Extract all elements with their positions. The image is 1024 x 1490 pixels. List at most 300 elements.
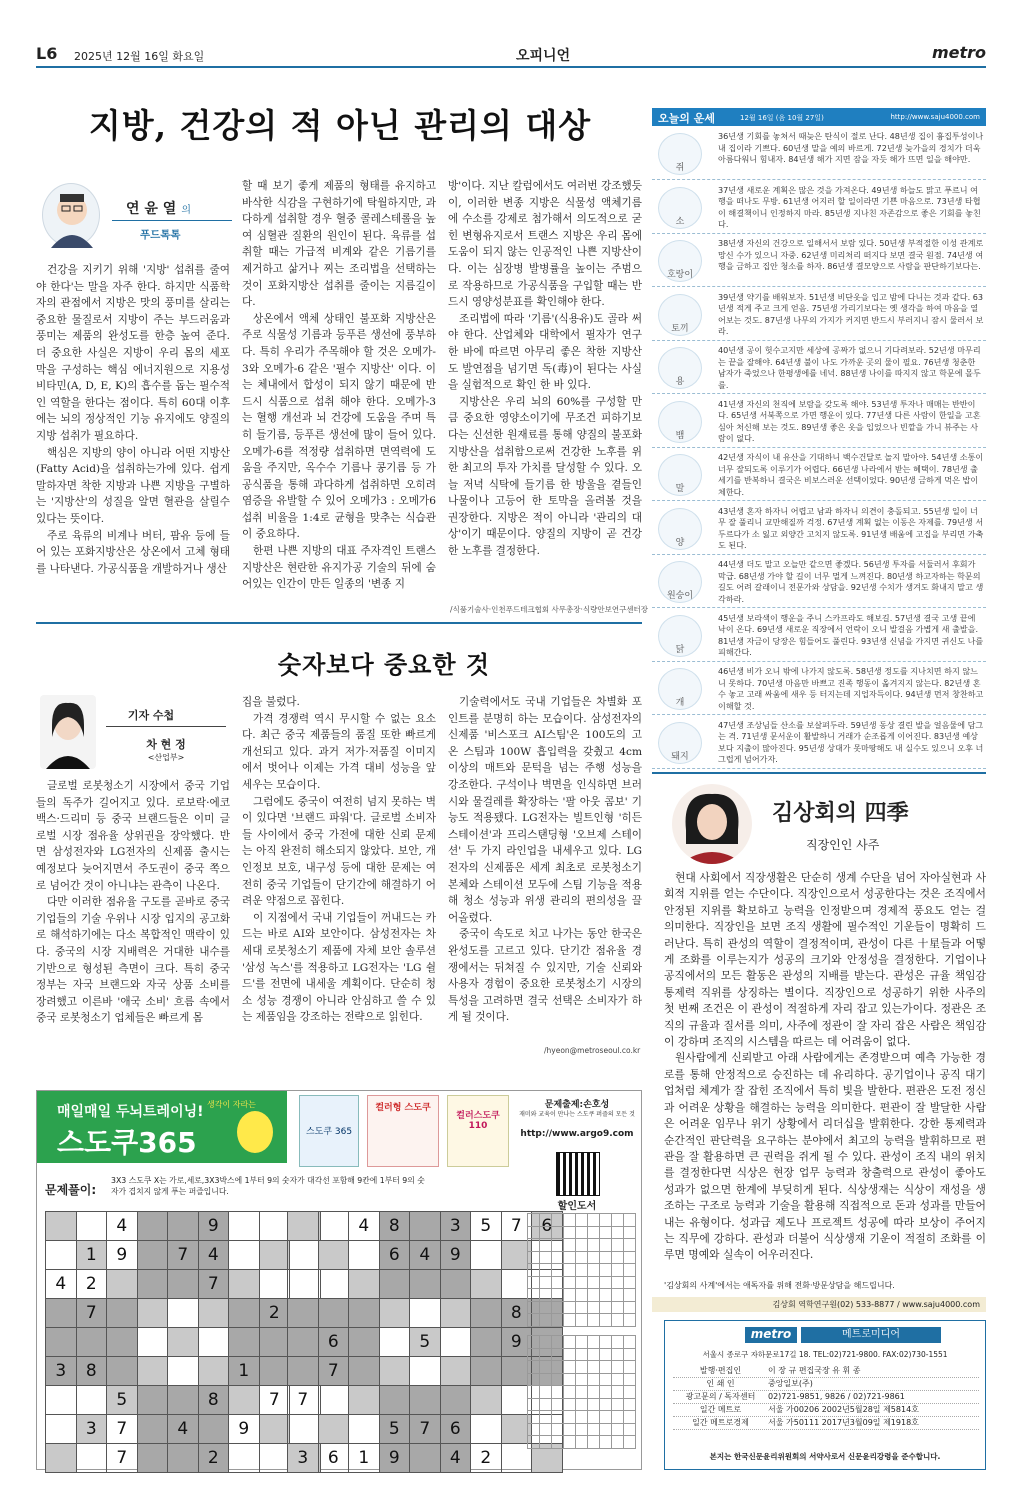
sudoku-cell[interactable] [137, 1328, 168, 1357]
sudoku-cell[interactable] [198, 1415, 229, 1444]
sudoku-cell[interactable] [440, 1328, 471, 1357]
saju-subtitle: 직장인인 사주 [806, 838, 880, 852]
sudoku-cell[interactable] [168, 1444, 199, 1473]
answer-cell [528, 1398, 540, 1411]
sudoku-cell[interactable] [349, 1415, 380, 1444]
sudoku-cell[interactable]: 7 [318, 1357, 349, 1386]
sudoku-cell[interactable] [440, 1270, 471, 1299]
sudoku-cell[interactable] [379, 1299, 410, 1328]
answer-cell [540, 1264, 552, 1277]
answer-cell [588, 1423, 600, 1436]
answer-cell [576, 1348, 588, 1361]
book-cover-3[interactable] [447, 1095, 509, 1167]
answer-cell [564, 1386, 576, 1399]
sudoku-cell[interactable] [107, 1270, 138, 1299]
sudoku-cell[interactable] [471, 1415, 502, 1444]
answer-cell [576, 1386, 588, 1399]
saju-title: 김상회의 四季 [772, 800, 909, 826]
masthead-row [673, 1391, 979, 1404]
zodiac-animal-icon: 뱀 [658, 401, 702, 443]
sudoku-cell[interactable] [410, 1270, 441, 1299]
sudoku-cell[interactable]: 3 [440, 1212, 471, 1241]
sudoku-cell[interactable]: 7 [76, 1299, 107, 1328]
sudoku-cell[interactable] [349, 1270, 380, 1299]
paragraph: 집을 불렸다. [242, 696, 300, 708]
sudoku-cell[interactable]: 2 [198, 1444, 229, 1473]
sudoku-cell[interactable]: 3 [46, 1357, 77, 1386]
answer-cell [552, 1214, 564, 1227]
answer-cell [552, 1398, 564, 1411]
sudoku-cell[interactable]: 6 [532, 1212, 563, 1241]
sudoku-cell[interactable] [318, 1212, 349, 1241]
sudoku-cell[interactable]: 4 [46, 1270, 77, 1299]
sudoku-cell[interactable] [318, 1415, 349, 1444]
answer-cell [624, 1239, 636, 1252]
sudoku-cell[interactable]: 7 [501, 1212, 532, 1241]
answer-cell [576, 1264, 588, 1277]
answer-cell [528, 1276, 540, 1289]
sudoku-cell[interactable]: 9 [501, 1328, 532, 1357]
saju-contact: 김상회 역학연구원(02) 533-8877 / www.saju4000.com [652, 1297, 986, 1312]
sudoku-cell[interactable] [137, 1270, 168, 1299]
sudoku-cell[interactable]: 9 [107, 1241, 138, 1270]
article1-credit: /식품기술사·인천푸드테크협회 사무총장·식량안보연구센터장 [450, 605, 649, 614]
answer-cell [612, 1239, 624, 1252]
row-value: 서울 가00206 2002년5월28일 제5814호 [768, 1405, 919, 1414]
answer-cell [564, 1264, 576, 1277]
answer-cell [564, 1276, 576, 1289]
answer-cell [552, 1423, 564, 1436]
sudoku-cell[interactable]: 8 [198, 1386, 229, 1415]
sudoku-cell[interactable] [259, 1357, 290, 1386]
sudoku-cell[interactable] [168, 1270, 199, 1299]
answer-cell [540, 1276, 552, 1289]
sudoku-cell[interactable] [46, 1299, 77, 1328]
paragraph: 가격 경쟁력 역시 무시할 수 없는 요소다. 최근 중국 제품들의 품질 또한 빠르게 개선되고 있다. 과거 저가·저품질 이미지에서 벗어나 이제는 가격 대비 성능을 앞세우는 모습이다. [242, 712, 436, 791]
answer-cell [576, 1251, 588, 1264]
answer-cell [540, 1436, 552, 1449]
answer-cell [624, 1348, 636, 1361]
answer-cell [528, 1336, 540, 1349]
article1-headline: 지방, 건강의 적 아닌 관리의 대상 [88, 106, 592, 145]
metro-logo: metro [745, 1327, 797, 1343]
answer-cell [612, 1301, 624, 1314]
answer-cell [552, 1361, 564, 1374]
answer-cell [540, 1336, 552, 1349]
fortune-text: 44년생 더도 말고 오늘만 같으면 좋겠다. 56년생 투자를 서둘러서 후회가 막급. 68년생 가야 할 길이 너무 멀게 느껴진다. 80년생 하고자하는 학문의 길도 어려 갈래이니 전문가와 상담을. 92년생 수치가 생겨도 화내지 말고 생각하라. [718, 559, 984, 604]
sudoku-cell[interactable] [46, 1386, 77, 1415]
sudoku-cell[interactable] [229, 1299, 260, 1328]
sudoku-cell[interactable]: 2 [259, 1299, 290, 1328]
answer-cell [564, 1336, 576, 1349]
book-title: 스도쿠 365 [305, 1127, 353, 1137]
sudoku-cell[interactable] [168, 1299, 199, 1328]
sudoku-cell[interactable] [349, 1328, 380, 1357]
sudoku-banner [37, 1091, 287, 1163]
sudoku-cell[interactable] [471, 1270, 502, 1299]
sudoku-cell[interactable]: 6 [440, 1415, 471, 1444]
answer-cell [528, 1264, 540, 1277]
row-label: 광고문의 / 독자센터 [685, 1392, 756, 1401]
sudoku-cell[interactable]: 5 [107, 1386, 138, 1415]
sudoku-cell[interactable] [137, 1212, 168, 1241]
sudoku-cell[interactable]: 7 [198, 1270, 229, 1299]
sudoku-cell[interactable] [288, 1299, 319, 1328]
sudoku-cell[interactable] [229, 1212, 260, 1241]
masthead-row [673, 1365, 979, 1378]
sudoku-cell[interactable] [198, 1357, 229, 1386]
answer-cell [540, 1423, 552, 1436]
answer-cell [564, 1251, 576, 1264]
sudoku-cell[interactable] [76, 1444, 107, 1473]
sudoku-cell[interactable] [379, 1386, 410, 1415]
row-value: 이 장 규 편집국장 유 휘 종 [768, 1366, 861, 1375]
columnist-photo [672, 784, 752, 864]
answer-cell [540, 1386, 552, 1399]
row-label: 발행·편집인 [699, 1366, 742, 1375]
answer-cell [564, 1239, 576, 1252]
answer-cell [624, 1314, 636, 1327]
sudoku-cell[interactable] [318, 1241, 349, 1270]
answer-cell [564, 1314, 576, 1327]
answer-cell [540, 1251, 552, 1264]
source-url[interactable]: http://www.argo9.com [520, 1129, 634, 1139]
sudoku-cell[interactable] [410, 1212, 441, 1241]
answer-cell [564, 1373, 576, 1386]
sudoku-cell[interactable]: 3 [76, 1415, 107, 1444]
answer-cell [624, 1436, 636, 1449]
answer-cell [624, 1386, 636, 1399]
sudoku-cell[interactable] [410, 1386, 441, 1415]
fortune-item [652, 503, 986, 555]
answer-cell [600, 1386, 612, 1399]
sudoku-cell[interactable] [471, 1386, 502, 1415]
sudoku-cell[interactable] [107, 1299, 138, 1328]
sudoku-cell[interactable] [107, 1357, 138, 1386]
sudoku-cell[interactable]: 1 [76, 1241, 107, 1270]
sudoku-cell[interactable]: 1 [349, 1444, 380, 1473]
sudoku-cell[interactable]: 9 [198, 1212, 229, 1241]
sudoku-cell[interactable] [198, 1299, 229, 1328]
answer-cell [564, 1423, 576, 1436]
answer-cell [624, 1289, 636, 1302]
answer-cell [564, 1398, 576, 1411]
answer-cell [588, 1336, 600, 1349]
answer-cell [540, 1314, 552, 1327]
answer-cell [528, 1436, 540, 1449]
answer-cell [600, 1436, 612, 1449]
fortune-item [652, 182, 986, 234]
answer-cell [540, 1226, 552, 1239]
sudoku-cell[interactable] [379, 1270, 410, 1299]
answer-cell [588, 1373, 600, 1386]
paragraph: 조리법에 따라 '기름'(식용유)도 골라 써야 한다. 산업체와 대학에서 필자가 연구한 바에 따르면 아무리 좋은 착한 지방산도 발연점을 넘기면 독(毒)이 된다는 사실을 실험적으로 확인 한 바 있다. [448, 312, 642, 392]
sudoku-cell[interactable] [107, 1328, 138, 1357]
answer-cell [528, 1239, 540, 1252]
sudoku-cell[interactable] [46, 1415, 77, 1444]
answer-cell [612, 1361, 624, 1374]
divider [36, 622, 642, 624]
answer-cell [624, 1301, 636, 1314]
sudoku-cell[interactable] [168, 1328, 199, 1357]
sudoku-cell[interactable]: 7 [107, 1444, 138, 1473]
sudoku-cell[interactable]: 7 [168, 1241, 199, 1270]
answer-cell [564, 1214, 576, 1227]
sudoku-cell[interactable]: 5 [379, 1415, 410, 1444]
sudoku-cell[interactable] [259, 1270, 290, 1299]
sudoku-cell[interactable] [168, 1212, 199, 1241]
answer-cell [564, 1348, 576, 1361]
sudoku-cell[interactable] [471, 1299, 502, 1328]
answer-cell [576, 1361, 588, 1374]
answer-cell [552, 1348, 564, 1361]
answer-cell [528, 1289, 540, 1302]
sudoku-cell[interactable]: 9 [440, 1241, 471, 1270]
sudoku-cell[interactable]: 4 [410, 1241, 441, 1270]
paragraph: 한편 나쁜 지방의 대표 주자격인 트랜스 지방산은 현란한 유지가공 기술의 뒤에 숨어있는 인간이 만든 일종의 '변종 지 [242, 545, 436, 591]
sudoku-cell[interactable]: 7 [259, 1386, 290, 1415]
sudoku-cell[interactable] [288, 1241, 319, 1270]
sudoku-cell[interactable] [259, 1241, 290, 1270]
sudoku-cell[interactable] [410, 1357, 441, 1386]
answer-cell [540, 1301, 552, 1314]
article1-col2 [242, 178, 436, 593]
article1-col3 [448, 178, 642, 560]
sudoku-cell[interactable] [440, 1386, 471, 1415]
sudoku-cell[interactable] [198, 1328, 229, 1357]
sudoku-cell[interactable]: 7 [410, 1415, 441, 1444]
sudoku-cell[interactable]: 9 [379, 1444, 410, 1473]
answer-cell [552, 1314, 564, 1327]
zodiac-animal-icon: 닭 [658, 615, 702, 657]
answer-cell [624, 1264, 636, 1277]
answer-cell [576, 1398, 588, 1411]
answer-cell [540, 1398, 552, 1411]
source-label: 문제출제:손호성 [544, 1100, 610, 1110]
sudoku-cell[interactable]: 6 [318, 1328, 349, 1357]
reporter-portrait-icon [40, 695, 96, 769]
sudoku-cell[interactable] [137, 1357, 168, 1386]
sudoku-grid-1[interactable] [45, 1211, 321, 1473]
answer-cell [624, 1336, 636, 1349]
answer-cell [612, 1373, 624, 1386]
answer-cell [576, 1411, 588, 1424]
answer-cell [600, 1276, 612, 1289]
answer-cell [600, 1348, 612, 1361]
answer-cell [528, 1411, 540, 1424]
sudoku-cell[interactable] [168, 1357, 199, 1386]
qr-label: 할인도서 [557, 1201, 597, 1212]
answer-cell [528, 1314, 540, 1327]
row-value: 02)721-9851, 9826 / 02)721-9861 [768, 1392, 905, 1401]
sudoku-cell[interactable] [137, 1444, 168, 1473]
article2-credit: /hyeon@metroseoul.co.kr [544, 1046, 641, 1055]
answer-cell [600, 1251, 612, 1264]
sudoku-cell[interactable] [137, 1241, 168, 1270]
paragraph: 글로벌 로봇청소기 시장에서 중국 기업들의 독주가 길어지고 있다. 로보락·에코백스·드리미 등 중국 브랜드들은 이미 글로벌 시장 점유율 상위권을 장악했다. 반면 삼성전자와 LG전자의 신제품 출시는 예정보다 늦어지면서 주도권이 중국 쪽으로 넘어간 것이 아니냐는 관측이 나온다. [36, 780, 230, 892]
sudoku-cell[interactable] [471, 1328, 502, 1357]
sudoku-cell[interactable] [259, 1444, 290, 1473]
sudoku-cell[interactable] [318, 1299, 349, 1328]
sudoku-cell[interactable]: 7 [288, 1386, 319, 1415]
sudoku-cell[interactable]: 8 [76, 1357, 107, 1386]
sudoku-cell[interactable] [46, 1241, 77, 1270]
sudoku-cell[interactable]: 2 [76, 1270, 107, 1299]
sudoku-cell[interactable]: 5 [410, 1328, 441, 1357]
sudoku-cell[interactable] [259, 1328, 290, 1357]
sudoku-cell[interactable]: 3 [288, 1444, 319, 1473]
fortune-item [652, 610, 986, 662]
sudoku-cell[interactable] [46, 1444, 77, 1473]
answer-cell [552, 1239, 564, 1252]
sudoku-cell[interactable]: 8 [379, 1212, 410, 1241]
fortune-url[interactable]: http://www.saju4000.com [890, 113, 980, 121]
book-cover-2[interactable] [367, 1095, 439, 1167]
sudoku-cell[interactable] [76, 1328, 107, 1357]
sudoku-cell[interactable] [76, 1212, 107, 1241]
answer-cell [528, 1361, 540, 1374]
sudoku-cell[interactable] [318, 1386, 349, 1415]
answer-cell [588, 1251, 600, 1264]
sudoku-cell[interactable] [229, 1270, 260, 1299]
sudoku-cell[interactable] [229, 1444, 260, 1473]
answer-cell [528, 1226, 540, 1239]
banner-line2: 스도쿠365 [57, 1126, 197, 1159]
sudoku-cell[interactable]: 5 [471, 1212, 502, 1241]
sudoku-cell[interactable] [229, 1328, 260, 1357]
paragraph: 그럼에도 중국이 여전히 넘지 못하는 벽이 있다면 '브랜드 파워'다. 글로벌 소비자들 사이에서 중국 가전에 대한 신뢰 문제는 아직 완전히 해소되지 않았다. 보안, 개인정보 보호, 내구성 등에 대한 문제는 여전히 중국 기업들이 단기간에 해결하기 어려운 약점으로 꼽힌다. [242, 795, 436, 908]
fortune-item [652, 556, 986, 608]
sudoku-cell[interactable] [137, 1415, 168, 1444]
sudoku-cell[interactable] [349, 1357, 380, 1386]
sudoku-grid-2[interactable] [287, 1211, 563, 1473]
banner-note: 생각이 자라는 [207, 1100, 256, 1109]
fortune-date: 12월 16일 (음 10월 27일) [740, 114, 824, 122]
sudoku-cell[interactable] [349, 1386, 380, 1415]
sudoku-cell[interactable] [137, 1386, 168, 1415]
answer-cell [588, 1348, 600, 1361]
answer-cell [540, 1411, 552, 1424]
answer-cell [552, 1276, 564, 1289]
sudoku-cell[interactable]: 4 [168, 1415, 199, 1444]
puzzle-label: 문제풀이: [45, 1183, 97, 1197]
sudoku-cell[interactable] [318, 1270, 349, 1299]
answer-cell [552, 1289, 564, 1302]
fortune-item [652, 663, 986, 715]
sudoku-cell[interactable] [288, 1415, 319, 1444]
answer-cell [588, 1276, 600, 1289]
answer-cell [540, 1214, 552, 1227]
sudoku-cell[interactable] [288, 1328, 319, 1357]
sudoku-cell[interactable]: 8 [501, 1299, 532, 1328]
answer-cell [612, 1314, 624, 1327]
book-cover-1[interactable] [299, 1095, 359, 1167]
qr-code-icon[interactable] [557, 1153, 599, 1195]
sudoku-cell[interactable]: 4 [440, 1444, 471, 1473]
answer-cell [576, 1226, 588, 1239]
fortune-text: 47년생 조상님들 산소를 보살펴두라. 59년생 동상 결린 발을 얼음물에 담그는 격. 71년생 문서운이 활발하니 거래가 순조롭게 이어진다. 83년생 예상보다 지출이 많아진다. 95년생 상대가 못마땅해도 내 실수도 있으니 오후 너그럽게 넘어가자. [718, 719, 984, 765]
sudoku-cell[interactable]: 4 [107, 1212, 138, 1241]
sudoku-cell[interactable] [379, 1328, 410, 1357]
answer-cell [528, 1423, 540, 1436]
paragraph: 상온에서 액체 상태인 불포화 지방산은 주로 식물성 기름과 등푸른 생선에 풍부하다. 특히 우리가 주목해야 할 것은 오메가-3와 오메가-6 같은 '필수 지방산' 이다. 이는 체내에서 합성이 되지 않기 때문에 반드시 식품으로 섭취 해야 한다. 오메가-3는 혈행 개선과 뇌 건강에 도움을 주며 특히 들기름, 등푸른 생선에 많이 들어 있다. 오메가-6를 적정량 섭취하면 면역력에 도움을 주지만, 옥수수 기름나 콩기름 등 가공식품을 통해 과다하게 섭취하면 오히려 염증을 유발할 수 있어 오메가3 : 오메가6 섭취 비율을 1:4로 균형을 맞추는 식습관이 중요하다. [242, 312, 436, 541]
answer-cell [528, 1373, 540, 1386]
fortune-title: 오늘의 운세 [658, 112, 715, 125]
answer-cell [588, 1264, 600, 1277]
sudoku-cell[interactable]: 6 [318, 1444, 349, 1473]
sudoku-cell[interactable] [229, 1241, 260, 1270]
answer-cell [624, 1361, 636, 1374]
answer-cell [600, 1398, 612, 1411]
sudoku-cell[interactable]: 2 [471, 1444, 502, 1473]
answer-cell [540, 1289, 552, 1302]
sudoku-cell[interactable] [471, 1241, 502, 1270]
media-info-table [673, 1365, 979, 1430]
media-footer: 본지는 한국신문윤리위원회의 서약사로서 신문윤리강령을 준수합니다. [709, 1452, 941, 1461]
answer-cell [588, 1398, 600, 1411]
sudoku-cell[interactable] [440, 1357, 471, 1386]
sudoku-cell[interactable]: 6 [379, 1241, 410, 1270]
answer-cell [588, 1289, 600, 1302]
masthead-row [673, 1417, 979, 1430]
sudoku-cell[interactable] [46, 1212, 77, 1241]
zodiac-animal-icon: 토끼 [658, 294, 702, 336]
sudoku-cell[interactable] [259, 1415, 290, 1444]
sudoku-cell[interactable] [288, 1212, 319, 1241]
sudoku-cell[interactable] [440, 1299, 471, 1328]
answer-cell [600, 1264, 612, 1277]
masthead-row [673, 1404, 979, 1417]
sudoku-cell[interactable] [229, 1386, 260, 1415]
row-value: 중앙일보(주) [768, 1379, 813, 1388]
answer-cell [576, 1423, 588, 1436]
answer-cell [540, 1239, 552, 1252]
sudoku-cell[interactable] [471, 1357, 502, 1386]
sudoku-cell[interactable]: 1 [229, 1357, 260, 1386]
article2-col1 [36, 778, 230, 1027]
answer-cell [576, 1301, 588, 1314]
columnist-portrait-icon [672, 784, 752, 864]
sudoku-cell[interactable] [259, 1212, 290, 1241]
answer-cell [588, 1386, 600, 1399]
sudoku-cell[interactable] [288, 1270, 319, 1299]
fortune-item [652, 449, 986, 501]
sudoku-cell[interactable] [410, 1444, 441, 1473]
answer-cell [552, 1373, 564, 1386]
section-name: 오피니언 [516, 48, 571, 64]
sudoku-cell[interactable]: 4 [349, 1212, 380, 1241]
sudoku-cell[interactable]: 9 [229, 1415, 260, 1444]
sudoku-cell[interactable] [349, 1299, 380, 1328]
sudoku-cell[interactable] [168, 1386, 199, 1415]
answer-cell [576, 1314, 588, 1327]
page-number: L6 [36, 44, 58, 63]
sudoku-cell[interactable] [379, 1357, 410, 1386]
answer-cell [612, 1436, 624, 1449]
sudoku-cell[interactable]: 4 [198, 1241, 229, 1270]
sudoku-cell[interactable] [76, 1386, 107, 1415]
paragraph: 원사람에게 신뢰받고 아래 사람에게는 존경받으며 예측 가능한 경로를 통해 안정적으로 승진하는 데 유리하다. 공기업이나 공직 대기업처럼 체계가 잘 잡힌 조직에서 특히 빛을 발한다. 편관은 도전 정신과 어려운 상황을 해결하는 능력을 의미한다. 편관이 잘 발달한 사람은 어려운 임무나 위기 상황에서 리더십을 발휘한다. 강한 통제력과 순간적인 판단력을 요구하는 분야에서 최고의 능력을 발휘하므로 편관을 잘 활용하면 큰 권력을 쥐게 될 수 있다. 관성이 조직 내의 위치를 결정한다면 식상은 현장 업무 능력과 창출력으로 관성이 좋아도 성과가 없으면 한계에 부딪히게 된다. 식상생재는 식상이 재성을 생조하는 구조로 능력과 기술을 활용해 직접적으로 돈과 성과를 만들어내는 유형이다. 성과급 제도나 프로젝트 성공에 따라 보상이 주어지는 직무에 강하다. 관성과 더불어 식상생재 기운이 적절히 조화를 이루면 명예와 실속이 어우러진다. [664, 1051, 986, 1262]
answer-cell [588, 1436, 600, 1449]
answer-cell [564, 1411, 576, 1424]
sudoku-cell[interactable] [410, 1299, 441, 1328]
sudoku-cell[interactable] [46, 1328, 77, 1357]
sudoku-cell[interactable] [137, 1299, 168, 1328]
sudoku-cell[interactable] [288, 1357, 319, 1386]
sudoku-cell[interactable]: 7 [107, 1415, 138, 1444]
sudoku-cell[interactable] [349, 1241, 380, 1270]
answer-cell [600, 1361, 612, 1374]
